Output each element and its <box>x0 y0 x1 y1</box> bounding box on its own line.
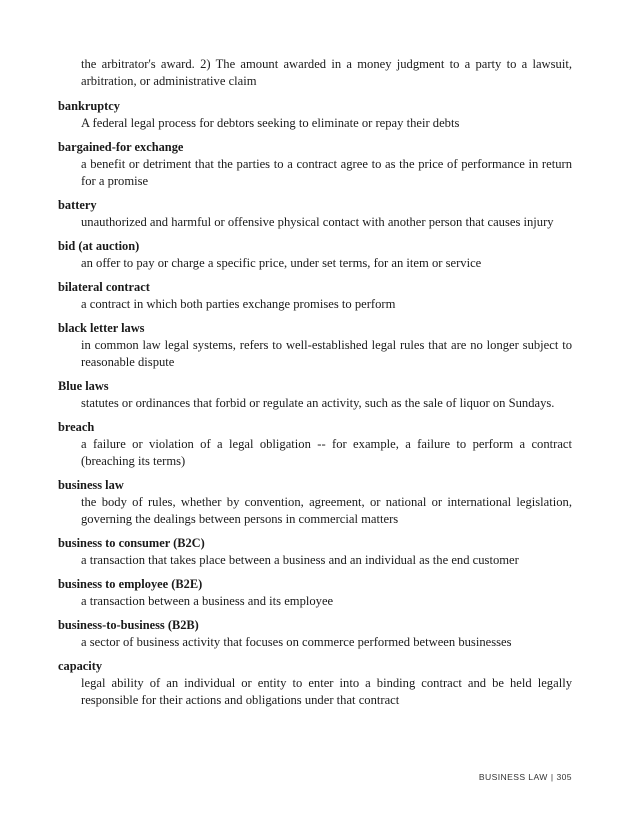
glossary-term: business to consumer (B2C) <box>58 536 205 550</box>
glossary-term: bilateral contract <box>58 280 150 294</box>
glossary-entry <box>58 617 572 651</box>
glossary-term: black letter laws <box>58 321 145 335</box>
glossary-definition: an offer to pay or charge a specific price, under set terms, for an item or service <box>81 256 482 270</box>
glossary-definition: legal ability of an individual or entity to enter into a binding contract and be held legally responsible for their actions and obligations under that contract <box>81 676 572 707</box>
glossary-term: bid (at auction) <box>58 239 140 253</box>
glossary-definition: statutes or ordinances that forbid or regulate an activity, such as the sale of liquor on Sundays. <box>81 396 555 410</box>
glossary-list <box>58 98 572 716</box>
glossary-term: battery <box>58 198 97 212</box>
glossary-definition: a failure or violation of a legal obligation -- for example, a failure to perform a contract (breaching its terms) <box>81 437 572 468</box>
glossary-entry <box>58 535 572 569</box>
footer-separator: | <box>550 772 554 782</box>
glossary-term: business-to-business (B2B) <box>58 618 199 632</box>
glossary-definition: unauthorized and harmful or offensive physical contact with another person that causes injury <box>81 215 554 229</box>
page-footer <box>479 772 572 782</box>
glossary-term: breach <box>58 420 95 434</box>
glossary-entry <box>58 98 572 132</box>
glossary-term: business to employee (B2E) <box>58 577 203 591</box>
glossary-definition: a benefit or detriment that the parties to a contract agree to as the price of performance in return for a promise <box>81 157 572 188</box>
glossary-entry <box>58 279 572 313</box>
glossary-term: bankruptcy <box>58 99 120 113</box>
glossary-definition: a transaction between a business and its employee <box>81 594 334 608</box>
glossary-entry <box>58 378 572 412</box>
glossary-entry <box>58 197 572 231</box>
running-footer-title: BUSINESS LAW <box>478 772 548 782</box>
glossary-term: business law <box>58 478 124 492</box>
glossary-entry <box>58 320 572 371</box>
glossary-definition: in common law legal systems, refers to well-established legal rules that are no longer subject to reasonable dispute <box>81 338 572 369</box>
page-number: 305 <box>556 772 572 782</box>
glossary-definition: the body of rules, whether by convention, agreement, or national or international legislation, governing the dealings between persons in commercial matters <box>81 495 572 526</box>
glossary-definition: a contract in which both parties exchange promises to perform <box>81 297 396 311</box>
glossary-definition: A federal legal process for debtors seeking to eliminate or repay their debts <box>81 116 460 130</box>
glossary-entry <box>58 419 572 470</box>
glossary-term: Blue laws <box>58 379 109 393</box>
glossary-entry <box>58 576 572 610</box>
glossary-entry <box>58 238 572 272</box>
glossary-definition: a transaction that takes place between a business and an individual as the end customer <box>81 553 519 567</box>
glossary-definition: a sector of business activity that focuses on commerce performed between businesses <box>81 635 512 649</box>
glossary-entry <box>58 658 572 709</box>
continued-definition: the arbitrator's award. 2) The amount awarded in a money judgment to a party to a lawsuit, arbitration, or administrative claim <box>81 57 572 88</box>
glossary-term: capacity <box>58 659 103 673</box>
glossary-entry <box>58 139 572 190</box>
glossary-entry <box>58 477 572 528</box>
glossary-term: bargained-for exchange <box>58 140 184 154</box>
